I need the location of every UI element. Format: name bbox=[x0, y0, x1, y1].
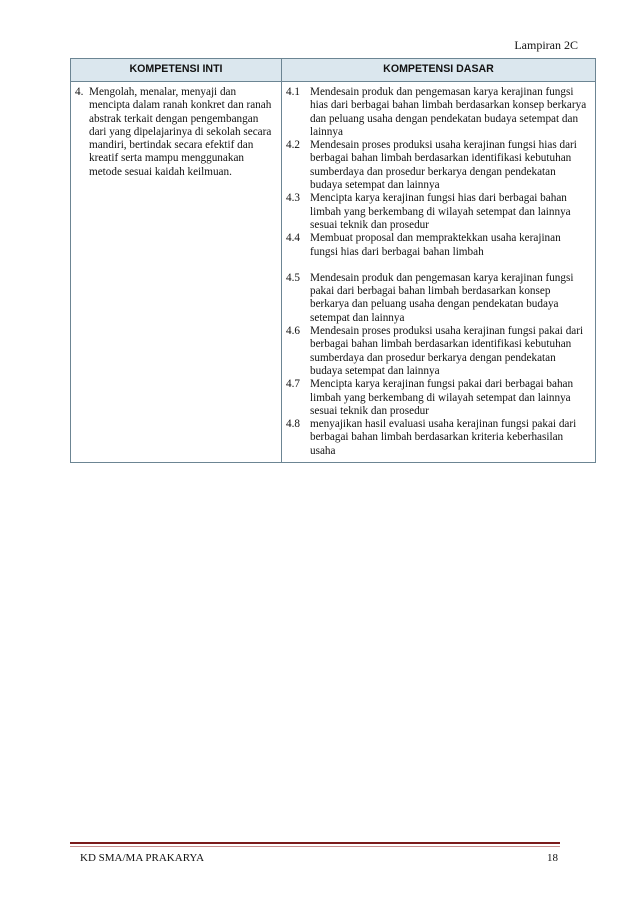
kd-text: menyajikan hasil evaluasi usaha kerajinan fungsi pakai dari berbagai bahan limbah berdasarkan kriteria keberhasilan usaha bbox=[310, 418, 577, 457]
ki-text: Mengolah, menalar, menyaji dan mencipta dalam ranah konkret dan ranah abstrak terkait dengan pengembangan dari yang dipelajarinya di sekolah secara mandiri, bertindak secara efektif dan kreatif serta mampu menggunakan metode sesuai kaidah keilmuan. bbox=[89, 86, 272, 178]
kd-text: Mencipta karya kerajinan fungsi hias dari berbagai bahan limbah yang berkembang di wilayah setempat dan lainnya sesuai teknik dan prosedur bbox=[310, 192, 571, 231]
kd-item bbox=[286, 139, 590, 192]
ki-cell bbox=[71, 82, 282, 463]
table-row bbox=[71, 82, 596, 463]
kd-number: 4.4 bbox=[286, 232, 300, 245]
kd-text: Mencipta karya kerajinan fungsi pakai dari berbagai bahan limbah yang berkembang di wilayah setempat dan lainnya sesuai teknik dan prosedur bbox=[310, 378, 574, 417]
ki-column-header: KOMPETENSI INTI bbox=[71, 59, 282, 82]
kd-text: Membuat proposal dan mempraktekkan usaha kerajinan fungsi hias dari berbagai bahan limbah bbox=[310, 232, 561, 258]
kd-column-header: KOMPETENSI DASAR bbox=[282, 59, 596, 82]
kd-number: 4.8 bbox=[286, 418, 300, 431]
kd-number: 4.2 bbox=[286, 139, 300, 152]
table-header-row bbox=[71, 59, 596, 82]
kd-number: 4.7 bbox=[286, 378, 300, 391]
kd-item bbox=[286, 378, 590, 418]
footer-rule-thin bbox=[70, 846, 560, 847]
ki-item bbox=[75, 86, 276, 179]
appendix-label: Lampiran 2C bbox=[514, 38, 578, 52]
ki-number: 4. bbox=[75, 86, 84, 98]
kd-cell bbox=[282, 82, 596, 463]
kd-number: 4.1 bbox=[286, 86, 300, 98]
footer-rule-thick bbox=[70, 842, 560, 844]
kd-number: 4.3 bbox=[286, 192, 300, 205]
footer-title: KD SMA/MA PRAKARYA bbox=[80, 852, 205, 864]
competency-table bbox=[70, 58, 596, 463]
kd-text: Mendesain proses produksi usaha kerajinan fungsi hias dari berbagai bahan limbah berdasarkan identifikasi kebutuhan sumberdaya dan prosedur berkarya dengan pendekatan budaya setempat dan lainnya bbox=[310, 139, 577, 192]
group-spacer bbox=[286, 259, 590, 272]
kd-item bbox=[286, 192, 590, 232]
kd-text: Mendesain produk dan pengemasan karya kerajinan fungsi pakai dari berbagai bahan limbah berdasarkan konsep berkarya dan peluang usaha dengan pendekatan budaya setempat dan lainnya bbox=[310, 271, 574, 324]
kd-item bbox=[286, 232, 590, 259]
kd-text: Mendesain proses produksi usaha kerajinan fungsi pakai dari berbagai bahan limbah berdasarkan identifikasi kebutuhan sumberdaya dan prosedur berkarya dengan pendekatan budaya setempat dan lainnya bbox=[310, 325, 584, 377]
kd-item bbox=[286, 86, 590, 139]
kd-number: 4.6 bbox=[286, 325, 300, 338]
kd-item bbox=[286, 418, 590, 458]
kd-text: Mendesain produk dan pengemasan karya kerajinan fungsi hias dari berbagai bahan limbah berdasarkan konsep berkarya dan peluang usaha dengan pendekatan budaya setempat dan lainnya bbox=[310, 86, 587, 138]
page-number: 18 bbox=[547, 852, 558, 864]
kd-item bbox=[286, 272, 590, 325]
kd-item bbox=[286, 325, 590, 378]
kd-number: 4.5 bbox=[286, 271, 300, 284]
